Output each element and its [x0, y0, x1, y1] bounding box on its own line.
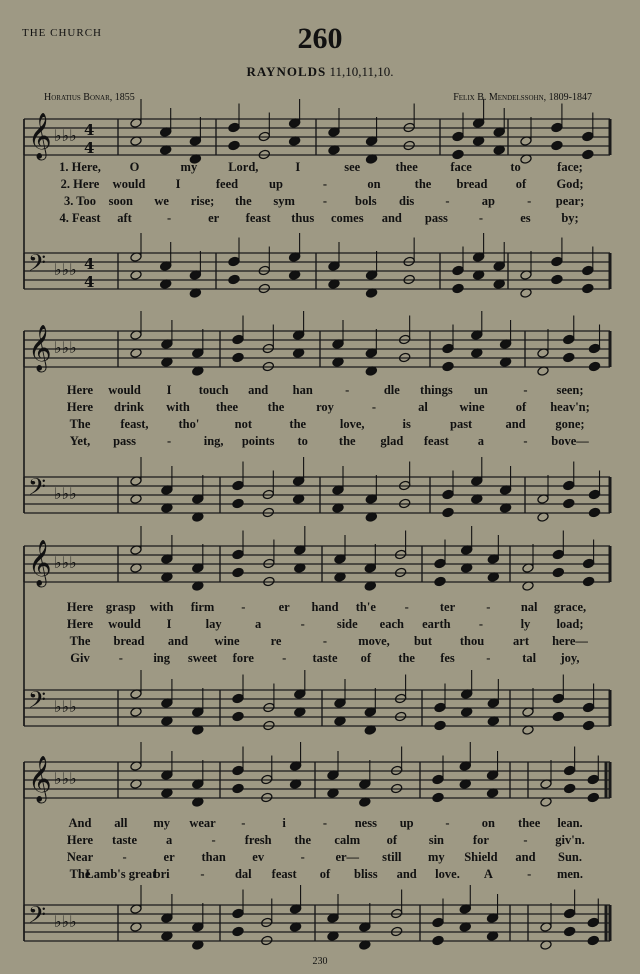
lyric-syllable: re: [270, 634, 282, 648]
lyric-syllable: Here: [66, 600, 94, 614]
lyric-syllable: 3. Too: [64, 194, 96, 208]
lyric-syllable: each: [379, 617, 404, 631]
lyric-syllable: of: [319, 867, 331, 881]
lyric-syllable: side: [336, 617, 358, 631]
lyric-syllable: and: [505, 417, 526, 431]
lyric-syllable: points: [241, 434, 275, 448]
note-head: [232, 352, 244, 363]
lyric-syllable: i: [282, 816, 286, 830]
lyric-line: [0, 160, 640, 177]
note-head: [563, 480, 575, 491]
lyric-syllable: the: [234, 194, 252, 208]
lyric-syllable: the: [267, 400, 285, 414]
lyric-syllable: feast: [423, 434, 449, 448]
note-head: [232, 926, 244, 937]
lyric-syllable: -: [282, 651, 287, 665]
lyric-syllable: -: [122, 850, 127, 864]
lyric-syllable: up: [399, 816, 414, 830]
lyric-syllable: The: [69, 634, 91, 648]
note-head: [582, 265, 594, 276]
treble-clef: 𝄞: [28, 113, 52, 159]
lyric-syllable: pass: [424, 211, 448, 225]
lyric-syllable: things: [420, 383, 453, 397]
lyric-syllable: touch: [198, 383, 229, 397]
note-head: [442, 343, 454, 354]
lyric-syllable: -: [523, 833, 528, 847]
lyric-syllable: tho': [178, 417, 200, 431]
lyric-line: [0, 833, 640, 850]
note-head: [232, 567, 244, 578]
note-head: [432, 792, 444, 803]
lyric-syllable: sweet: [187, 651, 218, 665]
lyric-syllable: we: [154, 194, 169, 208]
lyric-syllable: dis: [399, 194, 415, 208]
author-credit: Horatius Bonar, 1855: [44, 92, 135, 103]
lyric-syllable: art: [513, 634, 529, 648]
lyric-syllable: -: [486, 600, 491, 614]
note-head: [563, 926, 575, 937]
lyric-syllable: gone;: [555, 417, 585, 431]
key-signature: ♭♭♭: [54, 697, 77, 716]
lyric-syllable: but: [413, 634, 433, 648]
lyric-syllable: -: [322, 194, 328, 208]
lyric-syllable: ap: [481, 194, 495, 208]
note-head: [232, 480, 244, 491]
lyric-line: [0, 850, 640, 867]
note-head: [232, 498, 244, 509]
lyric-line: [0, 194, 640, 211]
lyric-syllable: -: [322, 177, 328, 191]
lyric-syllable: love,: [339, 417, 365, 431]
lyric-syllable: pass: [113, 434, 136, 448]
lyric-syllable: I: [166, 383, 172, 397]
lyric-syllable: and: [515, 850, 536, 864]
note-head: [551, 256, 563, 267]
lyric-syllable: men.: [556, 867, 584, 881]
lyric-syllable: And: [68, 816, 92, 830]
key-signature: ♭♭♭: [54, 260, 77, 279]
lyric-syllable: wine: [214, 634, 240, 648]
lyric-syllable: Shield: [464, 850, 498, 864]
lyric-syllable: The: [69, 417, 91, 431]
lyric-syllable: -: [322, 634, 328, 648]
lyric-syllable: -: [200, 867, 205, 881]
lyric-syllable: thee: [395, 160, 418, 174]
lyric-syllable: would: [108, 617, 141, 631]
lyric-syllable: -: [527, 194, 532, 208]
lyric-syllable: wear: [189, 816, 216, 830]
lyric-syllable: the: [398, 651, 415, 665]
lyric-syllable: comes: [330, 211, 364, 225]
lyric-syllable: thus: [291, 211, 315, 225]
lyric-syllable: -: [241, 816, 246, 830]
note-head: [552, 549, 564, 560]
note-head: [442, 361, 454, 372]
note-head: [587, 935, 599, 946]
lyric-syllable: Here: [66, 383, 94, 397]
note-head: [582, 283, 594, 294]
lyric-syllable: giv'n.: [555, 833, 585, 847]
lyric-syllable: and: [167, 634, 189, 648]
lyric-syllable: I: [166, 617, 172, 631]
lyric-syllable: fresh: [244, 833, 272, 847]
lyric-line: [0, 400, 640, 417]
lyric-syllable: -: [322, 816, 328, 830]
bass-clef: 𝄢: [28, 249, 47, 282]
lyric-syllable: all: [114, 816, 128, 830]
note-head: [563, 783, 575, 794]
lyric-syllable: of: [515, 177, 527, 191]
lyric-line: [0, 383, 640, 400]
note-head: [587, 917, 599, 928]
lyric-syllable: -: [523, 434, 528, 448]
lyric-syllable: -: [300, 617, 305, 631]
lyric-syllable: is: [402, 417, 411, 431]
note-head: [434, 558, 446, 569]
note-head: [432, 774, 444, 785]
note-head: [552, 567, 564, 578]
lyric-syllable: of: [386, 833, 398, 847]
lyric-syllable: thee: [518, 816, 541, 830]
section-heading: THE CHURCH: [22, 27, 102, 39]
note-head: [232, 549, 244, 560]
lyric-syllable: Here: [66, 833, 94, 847]
lyric-syllable: -: [523, 383, 528, 397]
lyric-syllable: -: [445, 194, 450, 208]
note-head: [563, 352, 575, 363]
lyric-syllable: I: [295, 160, 301, 174]
note-head: [232, 693, 244, 704]
lyric-syllable: for: [472, 833, 489, 847]
lyric-syllable: up: [269, 177, 283, 191]
note-head: [432, 935, 444, 946]
page-number: 230: [312, 956, 328, 967]
lyric-syllable: es: [520, 211, 531, 225]
lyric-syllable: lay: [205, 617, 222, 631]
note-head: [582, 702, 594, 713]
note-head: [552, 711, 564, 722]
note-head: [582, 149, 594, 160]
lyric-syllable: -: [404, 600, 409, 614]
lyric-line: [0, 600, 640, 617]
note-head: [232, 711, 244, 722]
time-signature-bottom: 4: [84, 139, 95, 157]
note-head: [551, 274, 563, 285]
lyric-line: [0, 617, 640, 634]
lyric-syllable: of: [515, 400, 527, 414]
lyric-syllable: 4. Feast: [59, 211, 101, 225]
note-head: [551, 140, 563, 151]
note-head: [452, 131, 464, 142]
lyric-syllable: un: [473, 383, 488, 397]
note-head: [434, 720, 446, 731]
lyric-syllable: Here: [66, 617, 94, 631]
lyric-syllable: han: [292, 383, 313, 397]
lyric-syllable: joy,: [560, 651, 580, 665]
key-signature: ♭♭♭: [54, 912, 77, 931]
lyric-syllable: -: [166, 211, 172, 225]
lyric-syllable: sym: [273, 194, 295, 208]
lyric-syllable: fore: [232, 651, 254, 665]
note-head: [563, 908, 575, 919]
lyric-syllable: th'e: [355, 600, 376, 614]
lyric-syllable: with: [166, 400, 190, 414]
note-head: [232, 783, 244, 794]
note-head: [582, 131, 594, 142]
lyric-syllable: to: [510, 160, 521, 174]
lyric-syllable: would: [112, 177, 146, 191]
lyric-syllable: face: [450, 160, 472, 174]
lyric-syllable: -: [345, 383, 350, 397]
treble-clef: 𝄞: [28, 325, 52, 371]
lyric-line: [0, 211, 640, 228]
lyric-syllable: Yet,: [69, 434, 91, 448]
lyric-syllable: rise;: [190, 194, 215, 208]
meter: 11,10,11,10.: [329, 64, 394, 79]
lyric-line: [0, 816, 640, 833]
composer-credit: Felix B. Mendelssohn, 1809-1847: [453, 92, 592, 103]
lyric-syllable: my: [428, 850, 445, 864]
lyric-syllable: thee: [215, 400, 239, 414]
lyric-syllable: heav'n;: [550, 400, 590, 414]
lyric-line: [0, 417, 640, 434]
lyric-syllable: past: [449, 417, 473, 431]
lyric-syllable: my: [180, 160, 198, 174]
lyric-syllable: grasp: [105, 600, 136, 614]
note-head: [228, 122, 240, 133]
lyric-syllable: ness: [354, 816, 377, 830]
lyric-syllable: firm: [190, 600, 215, 614]
lyric-syllable: a: [477, 434, 485, 448]
note-head: [563, 765, 575, 776]
note-head: [588, 361, 600, 372]
key-signature: ♭♭♭: [54, 484, 77, 503]
lyric-syllable: 2. Here: [60, 177, 100, 191]
lyric-syllable: of: [360, 651, 372, 665]
lyric-syllable: Here: [66, 400, 94, 414]
lyric-syllable: bove—: [551, 434, 589, 448]
lyric-syllable: al: [418, 400, 428, 414]
note-head: [452, 149, 464, 160]
lyric-syllable: here—: [552, 634, 588, 648]
lyric-syllable: calm: [334, 833, 361, 847]
treble-clef: 𝄞: [28, 540, 52, 586]
note-head: [582, 720, 594, 731]
note-head: [587, 792, 599, 803]
note-head: [228, 274, 240, 285]
lyric-syllable: fes: [440, 651, 455, 665]
lyric-syllable: love.: [435, 867, 460, 881]
lyric-syllable: soon: [108, 194, 133, 208]
lyric-syllable: the: [414, 177, 432, 191]
bass-clef: 𝄢: [28, 686, 47, 719]
lyric-syllable: than: [201, 850, 226, 864]
note-head: [228, 256, 240, 267]
lyric-syllable: sin: [428, 833, 445, 847]
lyric-syllable: The: [69, 867, 91, 881]
lyric-syllable: er—: [335, 850, 360, 864]
note-head: [442, 489, 454, 500]
lyric-syllable: -: [486, 651, 491, 665]
lyric-syllable: the: [289, 417, 307, 431]
lyric-syllable: wine: [459, 400, 485, 414]
lyric-syllable: ing,: [203, 434, 224, 448]
note-head: [587, 774, 599, 785]
lyric-syllable: -: [118, 651, 123, 665]
lyric-syllable: ing: [153, 651, 170, 665]
lyric-syllable: tal: [522, 651, 537, 665]
hymn-number: 260: [297, 22, 343, 55]
lyric-syllable: hand: [311, 600, 339, 614]
tune-name: RAYNOLDS: [246, 64, 327, 79]
lyric-syllable: still: [382, 850, 402, 864]
note-head: [442, 507, 454, 518]
key-signature: ♭♭♭: [54, 769, 77, 788]
lyric-syllable: Sun.: [558, 850, 582, 864]
lyric-syllable: Lamb's great: [85, 867, 157, 881]
note-head: [232, 765, 244, 776]
lyric-syllable: by;: [561, 211, 579, 225]
lyric-syllable: God;: [556, 177, 584, 191]
lyric-syllable: bread: [456, 177, 488, 191]
lyric-syllable: -: [445, 816, 450, 830]
lyric-syllable: O: [129, 160, 140, 174]
lyric-syllable: -: [478, 617, 483, 631]
lyric-line: [0, 651, 640, 668]
lyric-syllable: and: [248, 383, 269, 397]
treble-clef: 𝄞: [28, 756, 52, 802]
note-head: [563, 334, 575, 345]
lyric-syllable: aft: [117, 211, 132, 225]
lyric-syllable: Giv: [70, 651, 90, 665]
note-head: [452, 283, 464, 294]
lyric-syllable: dle: [383, 383, 400, 397]
lyric-syllable: drink: [114, 400, 144, 414]
lyric-syllable: on: [481, 816, 495, 830]
note-head: [552, 693, 564, 704]
lyric-syllable: load;: [556, 617, 584, 631]
note-head: [452, 265, 464, 276]
lyric-syllable: feed: [215, 177, 239, 191]
lyric-syllable: ter: [439, 600, 456, 614]
note-head: [551, 122, 563, 133]
lyric-syllable: Lord,: [228, 160, 259, 174]
lyric-syllable: -: [166, 434, 172, 448]
lyric-syllable: not: [234, 417, 253, 431]
lyric-syllable: face;: [557, 160, 583, 174]
lyric-syllable: -: [371, 400, 377, 414]
lyric-syllable: glad: [380, 434, 404, 448]
lyric-syllable: ly: [520, 617, 531, 631]
lyric-syllable: move,: [358, 634, 390, 648]
note-head: [563, 498, 575, 509]
lyric-syllable: feast: [271, 867, 297, 881]
note-head: [588, 489, 600, 500]
lyric-syllable: feast: [245, 211, 271, 225]
key-signature: ♭♭♭: [54, 338, 77, 357]
lyric-syllable: bliss: [354, 867, 378, 881]
lyric-syllable: a: [165, 833, 173, 847]
lyric-syllable: a: [255, 617, 262, 631]
lyric-line: [0, 177, 640, 194]
lyric-syllable: to: [297, 434, 308, 448]
lyric-syllable: the: [294, 833, 312, 847]
time-signature-top: 4: [84, 121, 95, 139]
note-head: [232, 334, 244, 345]
lyric-syllable: bri: [153, 867, 170, 881]
lyric-syllable: nal: [520, 600, 538, 614]
lyric-line: [0, 867, 640, 884]
lyric-syllable: Near: [66, 850, 94, 864]
lyric-syllable: dal: [234, 867, 252, 881]
lyric-syllable: seen;: [556, 383, 584, 397]
lyric-syllable: -: [211, 833, 216, 847]
lyric-syllable: A: [483, 867, 493, 881]
note-head: [588, 507, 600, 518]
lyric-syllable: with: [149, 600, 174, 614]
lyric-syllable: earth: [422, 617, 451, 631]
lyric-syllable: would: [108, 383, 141, 397]
lyric-syllable: taste: [312, 651, 338, 665]
bass-clef: 𝄢: [28, 901, 47, 934]
time-signature-top: 4: [84, 255, 95, 273]
lyric-syllable: grace,: [553, 600, 587, 614]
time-signature-bottom: 4: [84, 273, 95, 291]
lyric-line: [0, 634, 640, 651]
lyric-syllable: ev: [252, 850, 265, 864]
lyric-syllable: er: [208, 211, 220, 225]
lyric-syllable: taste: [112, 833, 138, 847]
note-head: [434, 702, 446, 713]
lyric-syllable: -: [478, 211, 483, 225]
lyric-syllable: on: [367, 177, 381, 191]
note-head: [582, 558, 594, 569]
lyric-syllable: and: [381, 211, 402, 225]
key-signature: ♭♭♭: [54, 553, 77, 572]
lyric-line: [0, 434, 640, 451]
lyric-syllable: I: [175, 177, 181, 191]
note-head: [434, 576, 446, 587]
lyric-syllable: see: [344, 160, 361, 174]
lyric-syllable: pear;: [555, 194, 585, 208]
note-head: [588, 343, 600, 354]
lyric-syllable: my: [153, 816, 170, 830]
lyric-syllable: feast,: [120, 417, 149, 431]
lyric-syllable: 1. Here,: [59, 160, 101, 174]
lyric-syllable: bols: [355, 194, 377, 208]
lyric-syllable: thou: [459, 634, 485, 648]
lyric-syllable: and: [396, 867, 417, 881]
lyric-syllable: the: [338, 434, 356, 448]
lyric-syllable: er: [278, 600, 290, 614]
lyric-syllable: bread: [113, 634, 145, 648]
lyric-syllable: lean.: [557, 816, 583, 830]
note-head: [232, 908, 244, 919]
lyric-syllable: -: [300, 850, 305, 864]
note-head: [582, 576, 594, 587]
key-signature: ♭♭♭: [54, 126, 77, 145]
lyric-syllable: -: [527, 867, 532, 881]
note-head: [228, 140, 240, 151]
lyric-syllable: -: [241, 600, 246, 614]
bass-clef: 𝄢: [28, 473, 47, 506]
lyric-syllable: er: [163, 850, 175, 864]
note-head: [432, 917, 444, 928]
lyric-syllable: roy: [316, 400, 334, 414]
